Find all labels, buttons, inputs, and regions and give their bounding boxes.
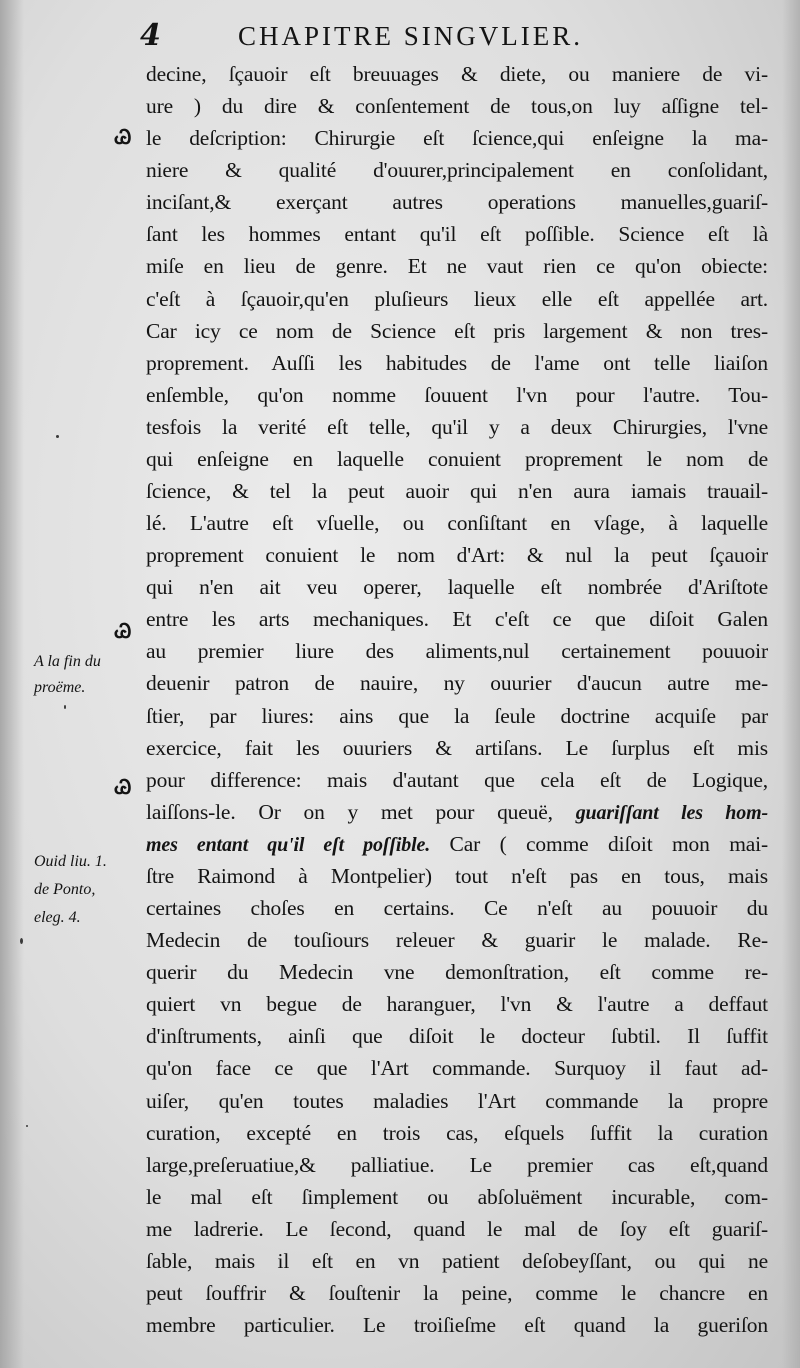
text-line: le deſcription: Chirurgie eſt ſcience,qui enſeigne la ma-: [146, 126, 768, 151]
margin-mark-icon: Ꮚ: [114, 125, 132, 149]
text-line: d'inſtruments, ainſi que diſoit le docteur ſubtil. Il ſuffit: [146, 1024, 768, 1049]
text-line: lé. L'autre eſt vſuelle, ou conſiſtant en vſage, à laquelle: [146, 511, 768, 536]
text-line: deuenir patron de nauire, ny ouurier d'aucun autre me-: [146, 671, 768, 696]
text-line: tesfois la verité eſt telle, qu'il y a deux Chirurgies, l'vne: [146, 414, 768, 439]
text-line-mixed: [146, 828, 768, 860]
margin-note: proëme.: [34, 679, 86, 696]
body-text: [146, 58, 768, 1341]
text-line: large,preſeruatiue,& palliatiue. Le premier cas eſt,quand: [146, 1152, 768, 1177]
text-segment: Car ( comme diſoit mon mai-: [449, 831, 768, 856]
text-line: ſtier, par liures: ains que la ſeule doctrine acquiſe par: [146, 703, 768, 728]
text-line: entre les arts mechaniques. Et c'eſt ce que diſoit Galen: [146, 607, 768, 632]
page-number: 4: [140, 18, 161, 53]
text-line: ſtre Raimond à Montpelier) tout n'eſt pas en tous, mais: [146, 863, 768, 888]
ink-speck: [26, 1125, 28, 1127]
page-header: [0, 18, 800, 58]
margin-mark-icon: Ꮚ: [114, 775, 132, 799]
text-line: ſable, mais il eſt en vn patient deſobeyſſant, ou qui ne: [146, 1248, 768, 1273]
text-line: qui enſeigne en laquelle conuient proprement le nom de: [146, 446, 768, 471]
text-line: miſe en lieu de genre. Et ne vaut rien ce qu'on obiecte:: [146, 254, 768, 279]
text-line: qu'on face ce que l'Art commande. Surquoy il faut ad-: [146, 1056, 768, 1081]
text-line: niere & qualité d'ouurer,principalement en conſolidant,: [146, 158, 768, 183]
text-line: certaines choſes en certains. Ce n'eſt au pouuoir du: [146, 896, 768, 921]
text-line: proprement conuient le nom d'Art: & nul la peut ſçauoir: [146, 543, 768, 568]
text-line: quiert vn begue de haranguer, l'vn & l'autre a deffaut: [146, 992, 768, 1017]
italic-quotation: mes entant qu'il eſt poſſible.: [146, 833, 431, 856]
text-line: le mal eſt ſimplement ou abſoluëment incurable, com-: [146, 1184, 768, 1209]
text-segment: laiſſons-le. Or on y met pour queuë,: [146, 799, 553, 824]
text-line: au premier liure des aliments,nul certainement pouuoir: [146, 639, 768, 664]
text-line: curation, excepté en trois cas, eſquels ſuffit la curation: [146, 1120, 768, 1145]
text-line: Car icy ce nom de Science eſt pris largement & non tres-: [146, 318, 768, 343]
text-line: uiſer, qu'en toutes maladies l'Art commande la propre: [146, 1088, 768, 1113]
text-line: peut ſouffrir & ſouſtenir la peine, comme le chancre en: [146, 1280, 768, 1305]
margin-note: eleg. 4.: [34, 909, 81, 926]
text-line-mixed: [146, 796, 768, 828]
margin-note: Ouid liu. 1.: [34, 853, 107, 870]
margin-note: A la fin du: [34, 653, 101, 670]
text-line: membre particulier. Le troiſieſme eſt quand la gueriſon: [146, 1313, 768, 1338]
running-title: CHAPITRE SINGVLIER.: [238, 21, 583, 51]
page-gutter-shadow: [0, 0, 24, 1368]
text-line: inciſant,& exerçant autres operations manuelles,guariſ-: [146, 190, 768, 215]
text-line: ſcience, & tel la peut auoir qui n'en aura iamais trauail-: [146, 479, 768, 504]
italic-quotation: guariſſant les hom-: [575, 801, 768, 824]
text-line: enſemble, qu'on nomme ſouuent l'vn pour l'autre. Tou-: [146, 382, 768, 407]
text-line: qui n'en ait veu operer, laquelle eſt nombrée d'Ariſtote: [146, 575, 768, 600]
ink-speck: [20, 938, 23, 944]
margin-note: de Ponto,: [34, 881, 96, 898]
text-line: decine, ſçauoir eſt breuuages & diete, ou maniere de vi-: [146, 62, 768, 86]
ink-speck: [64, 705, 66, 709]
text-line: exercice, fait les ouuriers & artiſans. Le ſurplus eſt mis: [146, 735, 768, 760]
text-line: ure ) du dire & conſentement de tous,on luy aſſigne tel-: [146, 94, 768, 119]
text-line: querir du Medecin vne demonſtration, eſt comme re-: [146, 960, 768, 985]
text-line: ſant les hommes entant qu'il eſt poſſible. Science eſt là: [146, 222, 768, 247]
text-line: proprement. Auſſi les habitudes de l'ame ont telle liaiſon: [146, 350, 768, 375]
text-line: c'eſt à ſçauoir,qu'en pluſieurs lieux elle eſt appellée art.: [146, 286, 768, 311]
margin-mark-icon: Ꮚ: [114, 619, 132, 643]
page-edge-shadow: [782, 0, 800, 1368]
text-line: pour difference: mais d'autant que cela eſt de Logique,: [146, 767, 768, 792]
ink-speck: [56, 435, 59, 438]
text-line: Medecin de touſiours releuer & guarir le malade. Re-: [146, 928, 768, 953]
text-line: me ladrerie. Le ſecond, quand le mal de ſoy eſt guariſ-: [146, 1216, 768, 1241]
